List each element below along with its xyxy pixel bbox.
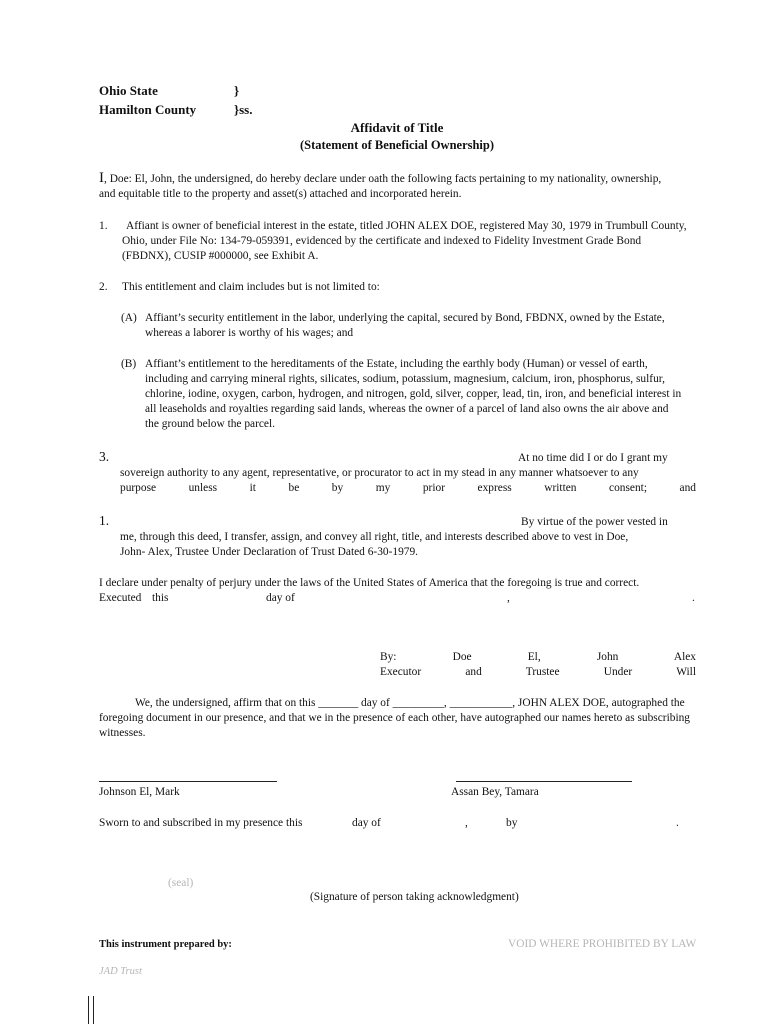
item-3-line2: sovereign authority to any agent, representative, or procurator to act in my stead in any manner whatsoever to any <box>120 467 639 479</box>
witness-1-name: Johnson El, Mark <box>99 786 180 798</box>
item-2b-label: (B) <box>121 358 137 370</box>
item-1-number: 1. <box>99 220 108 232</box>
item-4-number: 1. <box>99 513 110 528</box>
intro-first-letter: I <box>99 170 104 186</box>
venue-county-brace: }ss. <box>234 102 253 117</box>
item-2a-label: (A) <box>121 312 137 324</box>
signature-title-line: Executor and Trustee Under Will <box>380 666 696 678</box>
venue-state: Ohio State <box>99 83 158 98</box>
sworn-by: by <box>506 817 518 829</box>
preparer-name: JAD Trust <box>99 966 142 977</box>
sworn-comma: , <box>465 817 468 829</box>
void-notice: VOID WHERE PROHIBITED BY LAW <box>508 938 697 950</box>
witness-2-signature-line <box>456 781 632 782</box>
declaration-day-of: day of <box>266 592 295 604</box>
venue-county: Hamilton County <box>99 102 197 117</box>
item-2b-text: Affiant’s entitlement to the hereditaments of the Estate, including the earthly body (Human) or vessel of earth, including and carrying mineral rights, silicates, sodium, potassium, magnesium, calcium, iron, phosphorus, sulfur, chlorine, iodine, oxygen, carbon, hydrogen, and nitrogen, gold, silver, copper, lead, tin, iron, and beneficial interest in all leaseholds and royalties regarding said lands, whereas the owner of a parcel of land also owns the air above and the ground below the parcel. <box>145 358 682 430</box>
sworn-text: Sworn to and subscribed in my presence this <box>99 817 303 829</box>
witness-2-name: Assan Bey, Tamara <box>451 786 539 798</box>
seal-placeholder: (seal) <box>168 877 194 889</box>
sworn-period: . <box>676 817 679 829</box>
intro-paragraph <box>99 171 679 202</box>
item-2-text: This entitlement and claim includes but is not limited to: <box>122 281 380 293</box>
declaration-period: . <box>692 592 695 604</box>
prepared-by-label: This instrument prepared by: <box>99 939 232 950</box>
witness-paragraph: We, the undersigned, affirm that on this _______ day of _________, ___________, JOHN ALEX DOE, autographed the foregoing document in our presence, and that we in the presence of each other, have autographed our names hereto as subscribing witnesses. <box>99 697 691 739</box>
declaration-text: I declare under penalty of perjury under the laws of the United States of America that the foregoing is true and correct. <box>99 577 640 589</box>
intro-text: , Doe: El, John, the undersigned, do hereby declare under oath the following facts pertaining to my nationality, ownership, and equitable title to the property and asset(s) attached and incorporated herein. <box>99 173 662 200</box>
sworn-day-of: day of <box>352 817 381 829</box>
acknowledgment-signature-label: (Signature of person taking acknowledgment) <box>310 891 519 903</box>
venue-state-brace: } <box>234 83 240 98</box>
declaration-executed: Executed <box>99 592 142 604</box>
declaration-comma: , <box>507 592 510 604</box>
item-3-line1: At no time did I or do I grant my <box>518 452 668 464</box>
item-4-line2: me, through this deed, I transfer, assign, and convey all right, title, and interests described above to vest in Doe, <box>120 531 629 543</box>
declaration-this: this <box>152 592 169 604</box>
signature-by-line: By: Doe El, John Alex <box>380 651 696 663</box>
margin-bar-right <box>93 996 94 1024</box>
item-4-line1: By virtue of the power vested in <box>521 516 668 528</box>
margin-bar-left <box>88 996 89 1024</box>
witness-1-signature-line <box>99 781 277 782</box>
item-2a-text: Affiant’s security entitlement in the labor, underlying the capital, secured by Bond, FBDNX, owned by the Estate, whereas a laborer is worthy of his wages; and <box>145 312 665 339</box>
item-2-number: 2. <box>99 281 108 293</box>
item-3-line3: purpose unless it be by my prior express written consent; and <box>120 482 696 494</box>
document-subtitle: (Statement of Beneficial Ownership) <box>299 138 495 152</box>
item-1-text: Affiant is owner of beneficial interest in the estate, titled JOHN ALEX DOE, registered May 30, 1979 in Trumbull County, Ohio, under File No: 134-79-059391, evidenced by the certificate and indexed to Fidelity Investment Grade Bond (FBDNX), CUSIP #000000, see Exhibit A. <box>122 220 687 262</box>
item-3-number: 3. <box>99 449 110 464</box>
item-4-line3: John- Alex, Trustee Under Declaration of Trust Dated 6-30-1979. <box>120 546 419 558</box>
document-title: Affidavit of Title <box>350 120 444 135</box>
